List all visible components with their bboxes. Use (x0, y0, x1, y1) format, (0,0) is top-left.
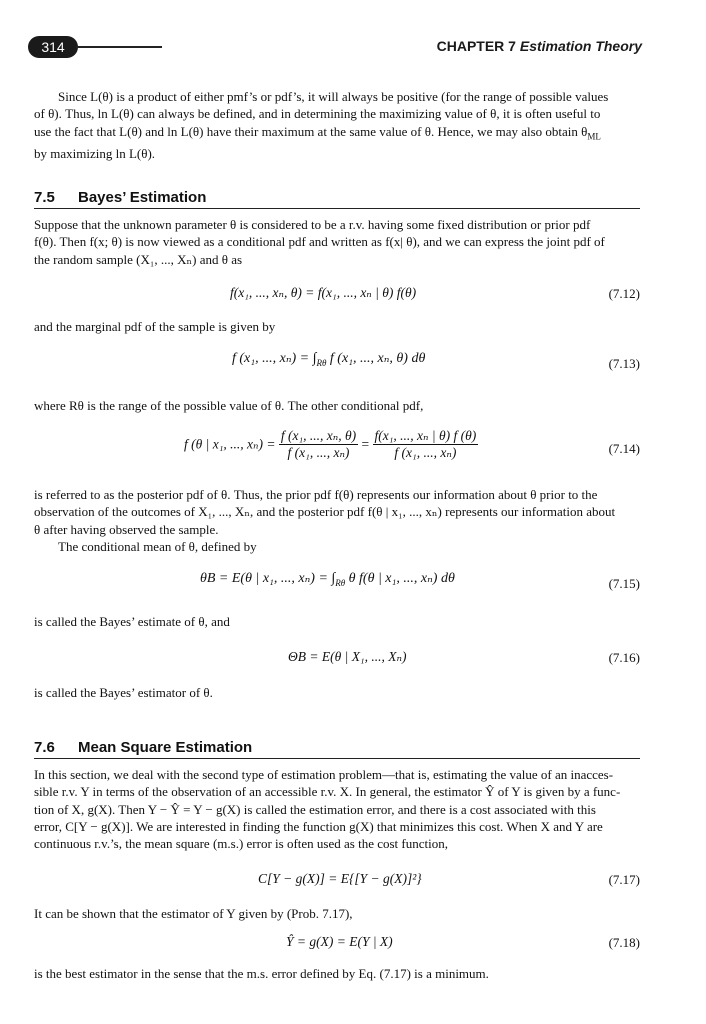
section-rule (34, 758, 640, 759)
running-header (437, 38, 642, 54)
text-line: In this section, we deal with the second type of estimation problem—that is, estimating the value of an inacces- (34, 767, 614, 782)
text-line: f(θ). Then f(x; θ) is now viewed as a conditional pdf and written as f(x| θ), and we can express the joint pdf of (34, 234, 605, 250)
fraction: $\frac{\text{f(x₁, ..., xₙ | θ) f (θ)}}{\text{f (x₁, ..., xₙ)}}$ (374, 428, 477, 460)
section-7-6-paragraph-1 (34, 766, 640, 852)
text-line: use the fact that L(θ) and ln L(θ) have their maximum at the same value of θ. Hence, we may also obtain $\theta_{ML}$ (34, 123, 601, 142)
text-line: tion of X, g(X). Then Y − Ŷ = Y − g(X) is called the estimation error, and there is a cost associated with this (34, 801, 596, 817)
text-line: observation of the outcomes of X₁, ..., Xₙ, and the posterior pdf f(θ | x₁, ..., xₙ) represents our information about (34, 504, 616, 520)
equation-7-14: f (θ | x₁, ..., xₙ) = $\frac{\text{f (x₁, ..., xₙ, θ)}}{\text{f (x₁, ..., xₙ)}}$ = $\frac{\text{f(x₁, ..., xₙ | θ) f (θ)}}{\text{f (x₁, ..., xₙ)}}$ (184, 428, 477, 460)
equation-7-13: f (x₁, ..., $x_n) = \int_{R\theta}$ f (x₁, ..., xₙ, θ) dθ (232, 351, 426, 368)
text-line: It can be shown that the estimator of Y given by (Prob. 7.17), (34, 906, 353, 921)
equation-number: (7.13) (608, 356, 640, 371)
page-number-badge: 314 (28, 36, 78, 58)
text-line: Since L(θ) is a product of either pmf’s or pdf’s, it will always be positive (for the range of possible values (58, 89, 609, 104)
section-7-5-paragraph-2 (34, 486, 640, 555)
equation-number: (7.12) (608, 286, 640, 301)
section-rule (34, 208, 640, 209)
intro-paragraph (34, 88, 640, 163)
equation-number: (7.16) (608, 650, 640, 665)
header-rule (76, 46, 162, 48)
equation-number: (7.14) (608, 441, 640, 456)
text-line: by maximizing ln L(θ). (34, 146, 156, 162)
equation-number: (7.17) (608, 872, 640, 887)
equation-number: (7.15) (608, 576, 640, 591)
text-line: continuous r.v.’s, the mean square (m.s.) error is often used as the cost function, (34, 836, 448, 852)
text-line: where Rθ is the range of the possible value of θ. The other conditional pdf, (34, 398, 424, 413)
text-line: is called the Bayes’ estimate of θ, and (34, 614, 230, 629)
text-line: sible r.v. Y in terms of the observation of an accessible r.v. X. In general, the estimator Ŷ of Y is given by a func- (34, 784, 621, 800)
chapter-title: Estimation Theory (519, 38, 642, 54)
text-line: of θ). Thus, ln L(θ) can always be defined, and in determining the maximizing value of θ, it is often useful to (34, 106, 601, 122)
text-line: error, C[Y − g(X)]. We are interested in finding the function g(X) that minimizes this cost. When X and Y are (34, 818, 603, 834)
equation-7-15: θB = E(θ | x₁, ..., $x_n) = \int_{R\theta}$ θ f(θ | x₁, ..., xₙ) dθ (200, 571, 455, 588)
text-line: Suppose that the unknown parameter θ is considered to be a r.v. having some fixed distribution or prior pdf (34, 217, 591, 232)
equation-number: (7.18) (608, 935, 640, 950)
equation-7-17: C[Y − g(X)] = E{[Y − g(X)]²} (258, 871, 422, 886)
equation-7-12: f(x₁, ..., xₙ, θ) = f(x₁, ..., xₙ | θ) f(θ) (230, 285, 417, 300)
text-line: is called the Bayes’ estimator of θ. (34, 685, 213, 700)
text-line: and the marginal pdf of the sample is given by (34, 319, 276, 334)
section-heading-7-5: 7.5 Bayes’ Estimation (34, 189, 207, 206)
fraction: $\frac{\text{f (x₁, ..., xₙ, θ)}}{\text{f (x₁, ..., xₙ)}}$ (280, 428, 357, 460)
text-line: the random sample (X₁, ..., Xₙ) and θ as (34, 251, 243, 267)
equation-7-16: ΘB = E(θ | X₁, ..., Xₙ) (288, 649, 407, 664)
text-line: is referred to as the posterior pdf of θ. Thus, the prior pdf f(θ) represents our information about θ prior to the (34, 487, 598, 502)
equation-7-18: Ŷ = g(X) = E(Y | X) (286, 934, 393, 949)
section-heading-7-6: 7.6 Mean Square Estimation (34, 739, 253, 756)
text-line: The conditional mean of θ, defined by (58, 538, 257, 554)
chapter-label: CHAPTER 7 (436, 38, 516, 54)
text-line: θ after having observed the sample. (34, 521, 219, 537)
section-7-5-paragraph-1 (34, 216, 640, 268)
text-line: is the best estimator in the sense that the m.s. error defined by Eq. (7.17) is a minimum. (34, 966, 489, 981)
